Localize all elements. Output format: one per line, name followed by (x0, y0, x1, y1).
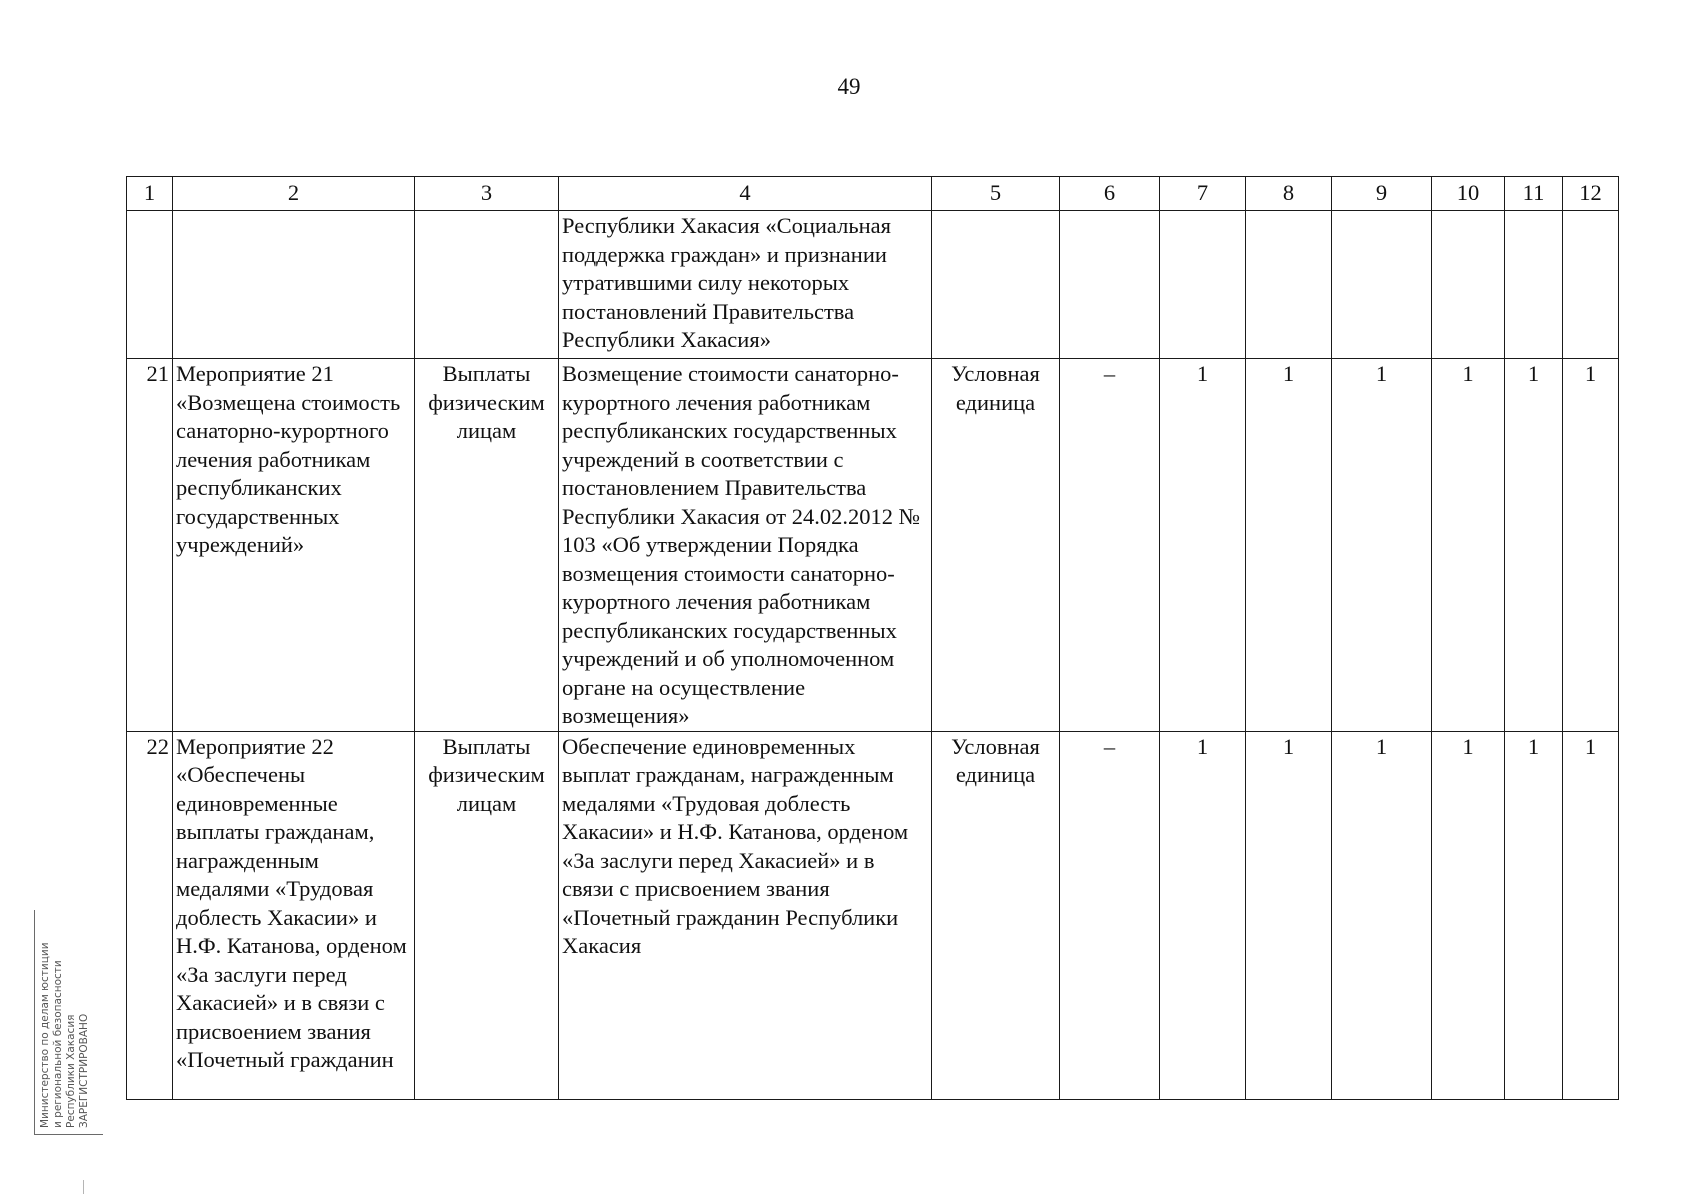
table-row-continuation (127, 211, 1619, 359)
value-cell: 1 (1246, 359, 1332, 732)
value-cell (1563, 211, 1619, 359)
stamp-line: и региональной безопасности (52, 960, 64, 1128)
column-header: 3 (415, 177, 559, 211)
description-cell: Обеспечение единовременных выплат гражданам, награжденным медалями «Трудовая доблесть Хакасии» и Н.Ф. Катанова, орденом «За заслуги перед Хакасией» и в связи с присвоением звания «Почетный гражданин Республики Хакасия (559, 731, 932, 1099)
column-header: 1 (127, 177, 173, 211)
value-cell: 1 (1432, 731, 1505, 1099)
column-header: 11 (1505, 177, 1563, 211)
stamp-line: Республики Хакасия (65, 1014, 77, 1128)
value-cell (1332, 211, 1432, 359)
value-cell: 1 (1505, 731, 1563, 1099)
row-number-cell (127, 211, 173, 359)
value-cell (1505, 211, 1563, 359)
stamp-line: ЗАРЕГИСТРИРОВАНО (78, 1013, 90, 1128)
column-header: 8 (1246, 177, 1332, 211)
event-name-cell: Мероприятие 22 «Обеспечены единовременные выплаты гражданам, награжденным медалями «Трудовая доблесть Хакасии» и Н.Ф. Катанова, орденом «За заслуги перед Хакасией» и в связи с присвоением звания «Почетный гражданин (173, 731, 415, 1099)
event-name-cell: Мероприятие 21 «Возмещена стоимость санаторно-курортного лечения работникам республиканских государственных учреждений» (173, 359, 415, 732)
value-cell: 1 (1332, 359, 1432, 732)
value-cell (1246, 211, 1332, 359)
stamp-text (35, 910, 103, 1134)
column-header: 4 (559, 177, 932, 211)
description-cell: Республики Хакасия «Социальная поддержка граждан» и признании утратившими силу некоторых постановлений Правительства Республики Хакасия» (559, 211, 932, 359)
value-cell: 1 (1563, 359, 1619, 732)
value-cell (1432, 211, 1505, 359)
column-header: 6 (1060, 177, 1160, 211)
row-number-cell: 22 (127, 731, 173, 1099)
stamp-line: Министерство по делам юстиции (39, 942, 51, 1128)
value-cell (1160, 211, 1246, 359)
table-header-row (127, 177, 1619, 211)
registration-stamp (34, 910, 103, 1135)
column-header: 2 (173, 177, 415, 211)
column-header: 10 (1432, 177, 1505, 211)
value-cell: 1 (1432, 359, 1505, 732)
unit-cell (932, 211, 1060, 359)
expense-type-cell: Выплаты физическим лицам (415, 359, 559, 732)
column-header: 12 (1563, 177, 1619, 211)
row-number-cell: 21 (127, 359, 173, 732)
column-header: 5 (932, 177, 1060, 211)
value-cell: – (1060, 731, 1160, 1099)
value-cell: – (1060, 359, 1160, 732)
document-table (126, 176, 1619, 1100)
description-cell: Возмещение стоимости санаторно-курортного лечения работникам республиканских государственных учреждений в соответствии с постановлением Правительства Республики Хакасия от 24.02.2012 № 103 «Об утверждении Порядка возмещения стоимости санаторно-курортного лечения работникам республиканских государственных учреждений и об уполномоченном органе на осуществление возмещения» (559, 359, 932, 732)
value-cell: 1 (1563, 731, 1619, 1099)
value-cell: 1 (1160, 731, 1246, 1099)
value-cell: 1 (1160, 359, 1246, 732)
scan-mark (83, 1180, 84, 1194)
value-cell: 1 (1246, 731, 1332, 1099)
expense-type-cell: Выплаты физическим лицам (415, 731, 559, 1099)
column-header: 9 (1332, 177, 1432, 211)
column-header: 7 (1160, 177, 1246, 211)
unit-cell: Условная единица (932, 731, 1060, 1099)
table-row-21 (127, 359, 1619, 732)
page-number: 49 (837, 74, 861, 99)
unit-cell: Условная единица (932, 359, 1060, 732)
value-cell: 1 (1505, 359, 1563, 732)
expense-type-cell (415, 211, 559, 359)
event-name-cell (173, 211, 415, 359)
value-cell (1060, 211, 1160, 359)
value-cell: 1 (1332, 731, 1432, 1099)
table-row-22 (127, 731, 1619, 1099)
